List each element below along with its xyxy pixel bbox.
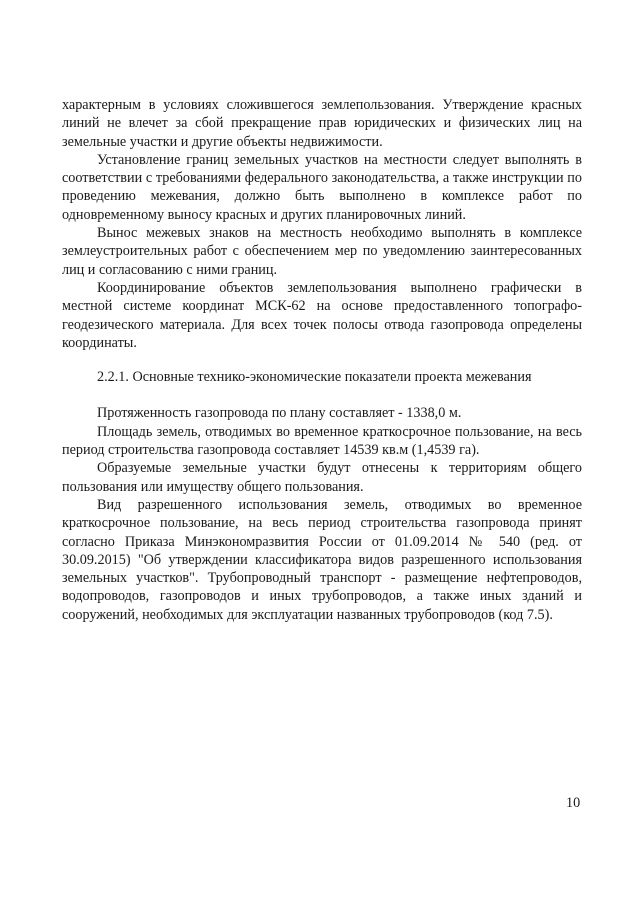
paragraph-land-status: Образуемые земельные участки будут отнесены к территориям общего пользования или имуществу общего пользования. xyxy=(62,460,582,495)
paragraph-permitted-use: Вид разрешенного использования земель, отводимых во временное краткосрочное пользование, на весь период строительства газопровода принят согласно Приказа Минэкономразвития России от 01.09.2014 № 540 (ред. от 30.09.2015) "Об утверждении классификатора видов разрешенного использования земельных участков". Трубопроводный транспорт - размещение нефтепроводов, водопроводов, газопроводов и иных трубопроводов, а также иных зданий и сооружений, необходимых для эксплуатации названных трубопроводов (код 7.5). xyxy=(62,496,582,623)
paragraph-coordinates: Координирование объектов землепользования выполнено графически в местной системе координат МСК-62 на основе предоставленного топографо-геодезического материала. Для всех точек полосы отвода газопровода определены координаты. xyxy=(62,279,582,351)
section-heading: 2.2.1. Основные технико-экономические показатели проекта межевания xyxy=(97,369,532,386)
page-number: 10 xyxy=(566,795,581,811)
paragraph-area: Площадь земель, отводимых во временное краткосрочное пользование, на весь период строительства газопровода составляет 14539 кв.м (1,4539 га). xyxy=(62,423,582,459)
document-body xyxy=(62,96,582,624)
paragraph-continuation: характерным в условиях сложившегося землепользования. Утверждение красных линий не влечет за сбой прекращение прав юридических и физических лиц на земельные участки и другие объекты недвижимости. xyxy=(62,97,582,150)
paragraph-boundaries: Установление границ земельных участков на местности следует выполнять в соответствии с требованиями федерального законодательства, а также инструкции по проведению межевания, должно быть выполнено в комплексе работ по одновременному выносу красных и других планировочных линий. xyxy=(62,151,582,223)
paragraph-markers: Вынос межевых знаков на местность необходимо выполнять в комплексе землеустроительных работ с обеспечением мер по уведомлению заинтересованных лиц и согласованию с ними границ. xyxy=(62,225,582,278)
paragraph-length: Протяженность газопровода по плану составляет - 1338,0 м. xyxy=(97,405,462,422)
